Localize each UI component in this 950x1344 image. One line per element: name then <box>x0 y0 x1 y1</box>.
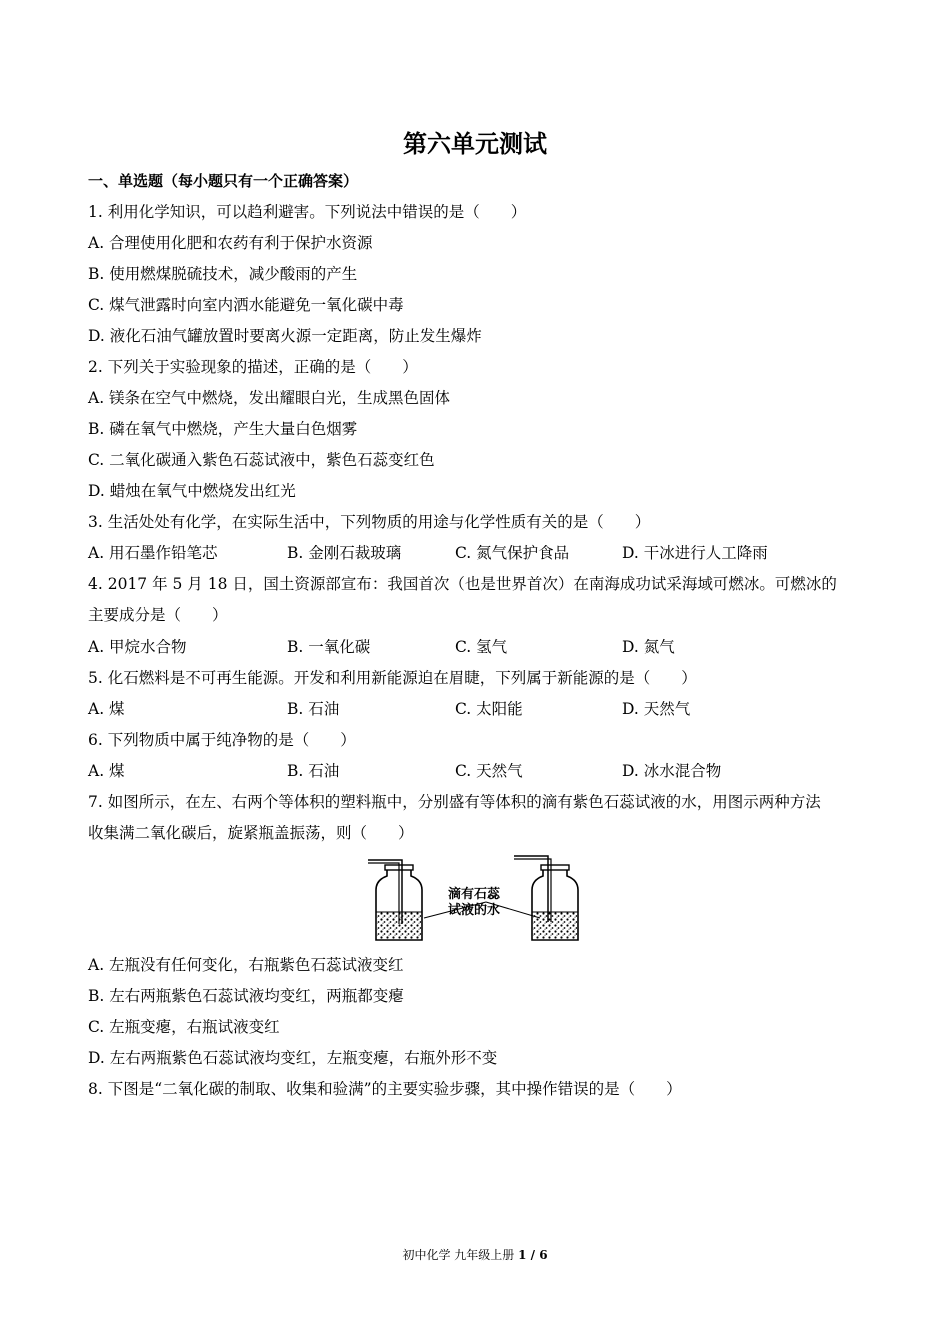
figure-label-line-1: 滴有石蕊 <box>447 887 501 902</box>
question-2-option-a: A. 镁条在空气中燃烧，发出耀眼白光，生成黑色固体 <box>88 389 451 407</box>
question-1-option-c: C. 煤气泄露时向室内洒水能避免一氧化碳中毒 <box>88 296 404 314</box>
question-7-option-d: D. 左右两瓶紫色石蕊试液均变红，左瓶变瘪，右瓶外形不变 <box>88 1049 498 1067</box>
page-title: 第六单元测试 <box>403 129 547 158</box>
question-3-option-d: D. 干冰进行人工降雨 <box>622 544 768 562</box>
bottles-figure <box>362 852 592 948</box>
question-6-option-a: A. 煤 <box>88 762 125 780</box>
question-3-option-c: C. 氮气保护食品 <box>455 544 570 562</box>
question-2-stem: 2. 下列关于实验现象的描述，正确的是（ ） <box>88 358 418 376</box>
question-7-stem-line-1: 7. 如图所示，在左、右两个等体积的塑料瓶中，分别盛有等体积的滴有紫色石蕊试液的水，用图示两种方法 <box>88 793 821 811</box>
question-3-stem: 3. 生活处处有化学，在实际生活中，下列物质的用途与化学性质有关的是（ ） <box>88 513 651 531</box>
question-4-stem-line-1: 4. 2017 年 5 月 18 日，国土资源部宣布：我国首次（也是世界首次）在南海成功试采海域可燃冰。可燃冰的 <box>88 575 837 593</box>
question-7-option-a: A. 左瓶没有任何变化，右瓶紫色石蕊试液变红 <box>88 956 404 974</box>
question-1-stem: 1. 利用化学知识，可以趋利避害。下列说法中错误的是（ ） <box>88 203 527 221</box>
left-bottle <box>368 860 422 940</box>
question-5-option-b: B. 石油 <box>287 700 340 718</box>
question-5-option-c: C. 太阳能 <box>455 700 523 718</box>
question-5-option-d: D. 天然气 <box>622 700 691 718</box>
figure-label-line-2: 试液的水 <box>447 903 501 918</box>
question-3-option-a: A. 用石墨作铅笔芯 <box>88 544 218 562</box>
question-4-option-d: D. 氮气 <box>622 638 675 656</box>
question-7-stem-line-2: 收集满二氧化碳后，旋紧瓶盖振荡，则（ ） <box>88 824 414 842</box>
question-2-option-c: C. 二氧化碳通入紫色石蕊试液中，紫色石蕊变红色 <box>88 451 435 469</box>
question-6-option-b: B. 石油 <box>287 762 340 780</box>
question-7-option-b: B. 左右两瓶紫色石蕊试液均变红，两瓶都变瘪 <box>88 987 404 1005</box>
question-5-option-a: A. 煤 <box>88 700 125 718</box>
question-3-option-b: B. 金刚石裁玻璃 <box>287 544 402 562</box>
question-1-option-d: D. 液化石油气罐放置时要离火源一定距离，防止发生爆炸 <box>88 327 482 345</box>
footer-subject: 初中化学 九年级上册 <box>402 1248 515 1262</box>
question-6-option-d: D. 冰水混合物 <box>622 762 722 780</box>
question-1-option-b: B. 使用燃煤脱硫技术，减少酸雨的产生 <box>88 265 358 283</box>
question-2-option-d: D. 蜡烛在氧气中燃烧发出红光 <box>88 482 296 500</box>
section-heading: 一、单选题（每小题只有一个正确答案） <box>88 172 359 190</box>
question-4-stem-line-2: 主要成分是（ ） <box>88 606 228 624</box>
question-7-option-c: C. 左瓶变瘪，右瓶试液变红 <box>88 1018 280 1036</box>
question-8-stem: 8. 下图是“二氧化碳的制取、收集和验满”的主要实验步骤，其中操作错误的是（ ） <box>88 1080 682 1098</box>
footer-page-number: 1 / 6 <box>518 1248 548 1262</box>
question-4-option-c: C. 氢气 <box>455 638 508 656</box>
question-1-option-a: A. 合理使用化肥和农药有利于保护水资源 <box>88 234 373 252</box>
question-4-option-b: B. 一氧化碳 <box>287 638 371 656</box>
page-footer <box>0 1246 950 1263</box>
right-bottle <box>514 856 578 940</box>
question-5-stem: 5. 化石燃料是不可再生能源。开发和利用新能源迫在眉睫，下列属于新能源的是（ ） <box>88 669 697 687</box>
question-4-option-a: A. 甲烷水合物 <box>88 638 187 656</box>
question-6-stem: 6. 下列物质中属于纯净物的是（ ） <box>88 731 356 749</box>
question-6-option-c: C. 天然气 <box>455 762 523 780</box>
question-2-option-b: B. 磷在氧气中燃烧，产生大量白色烟雾 <box>88 420 358 438</box>
